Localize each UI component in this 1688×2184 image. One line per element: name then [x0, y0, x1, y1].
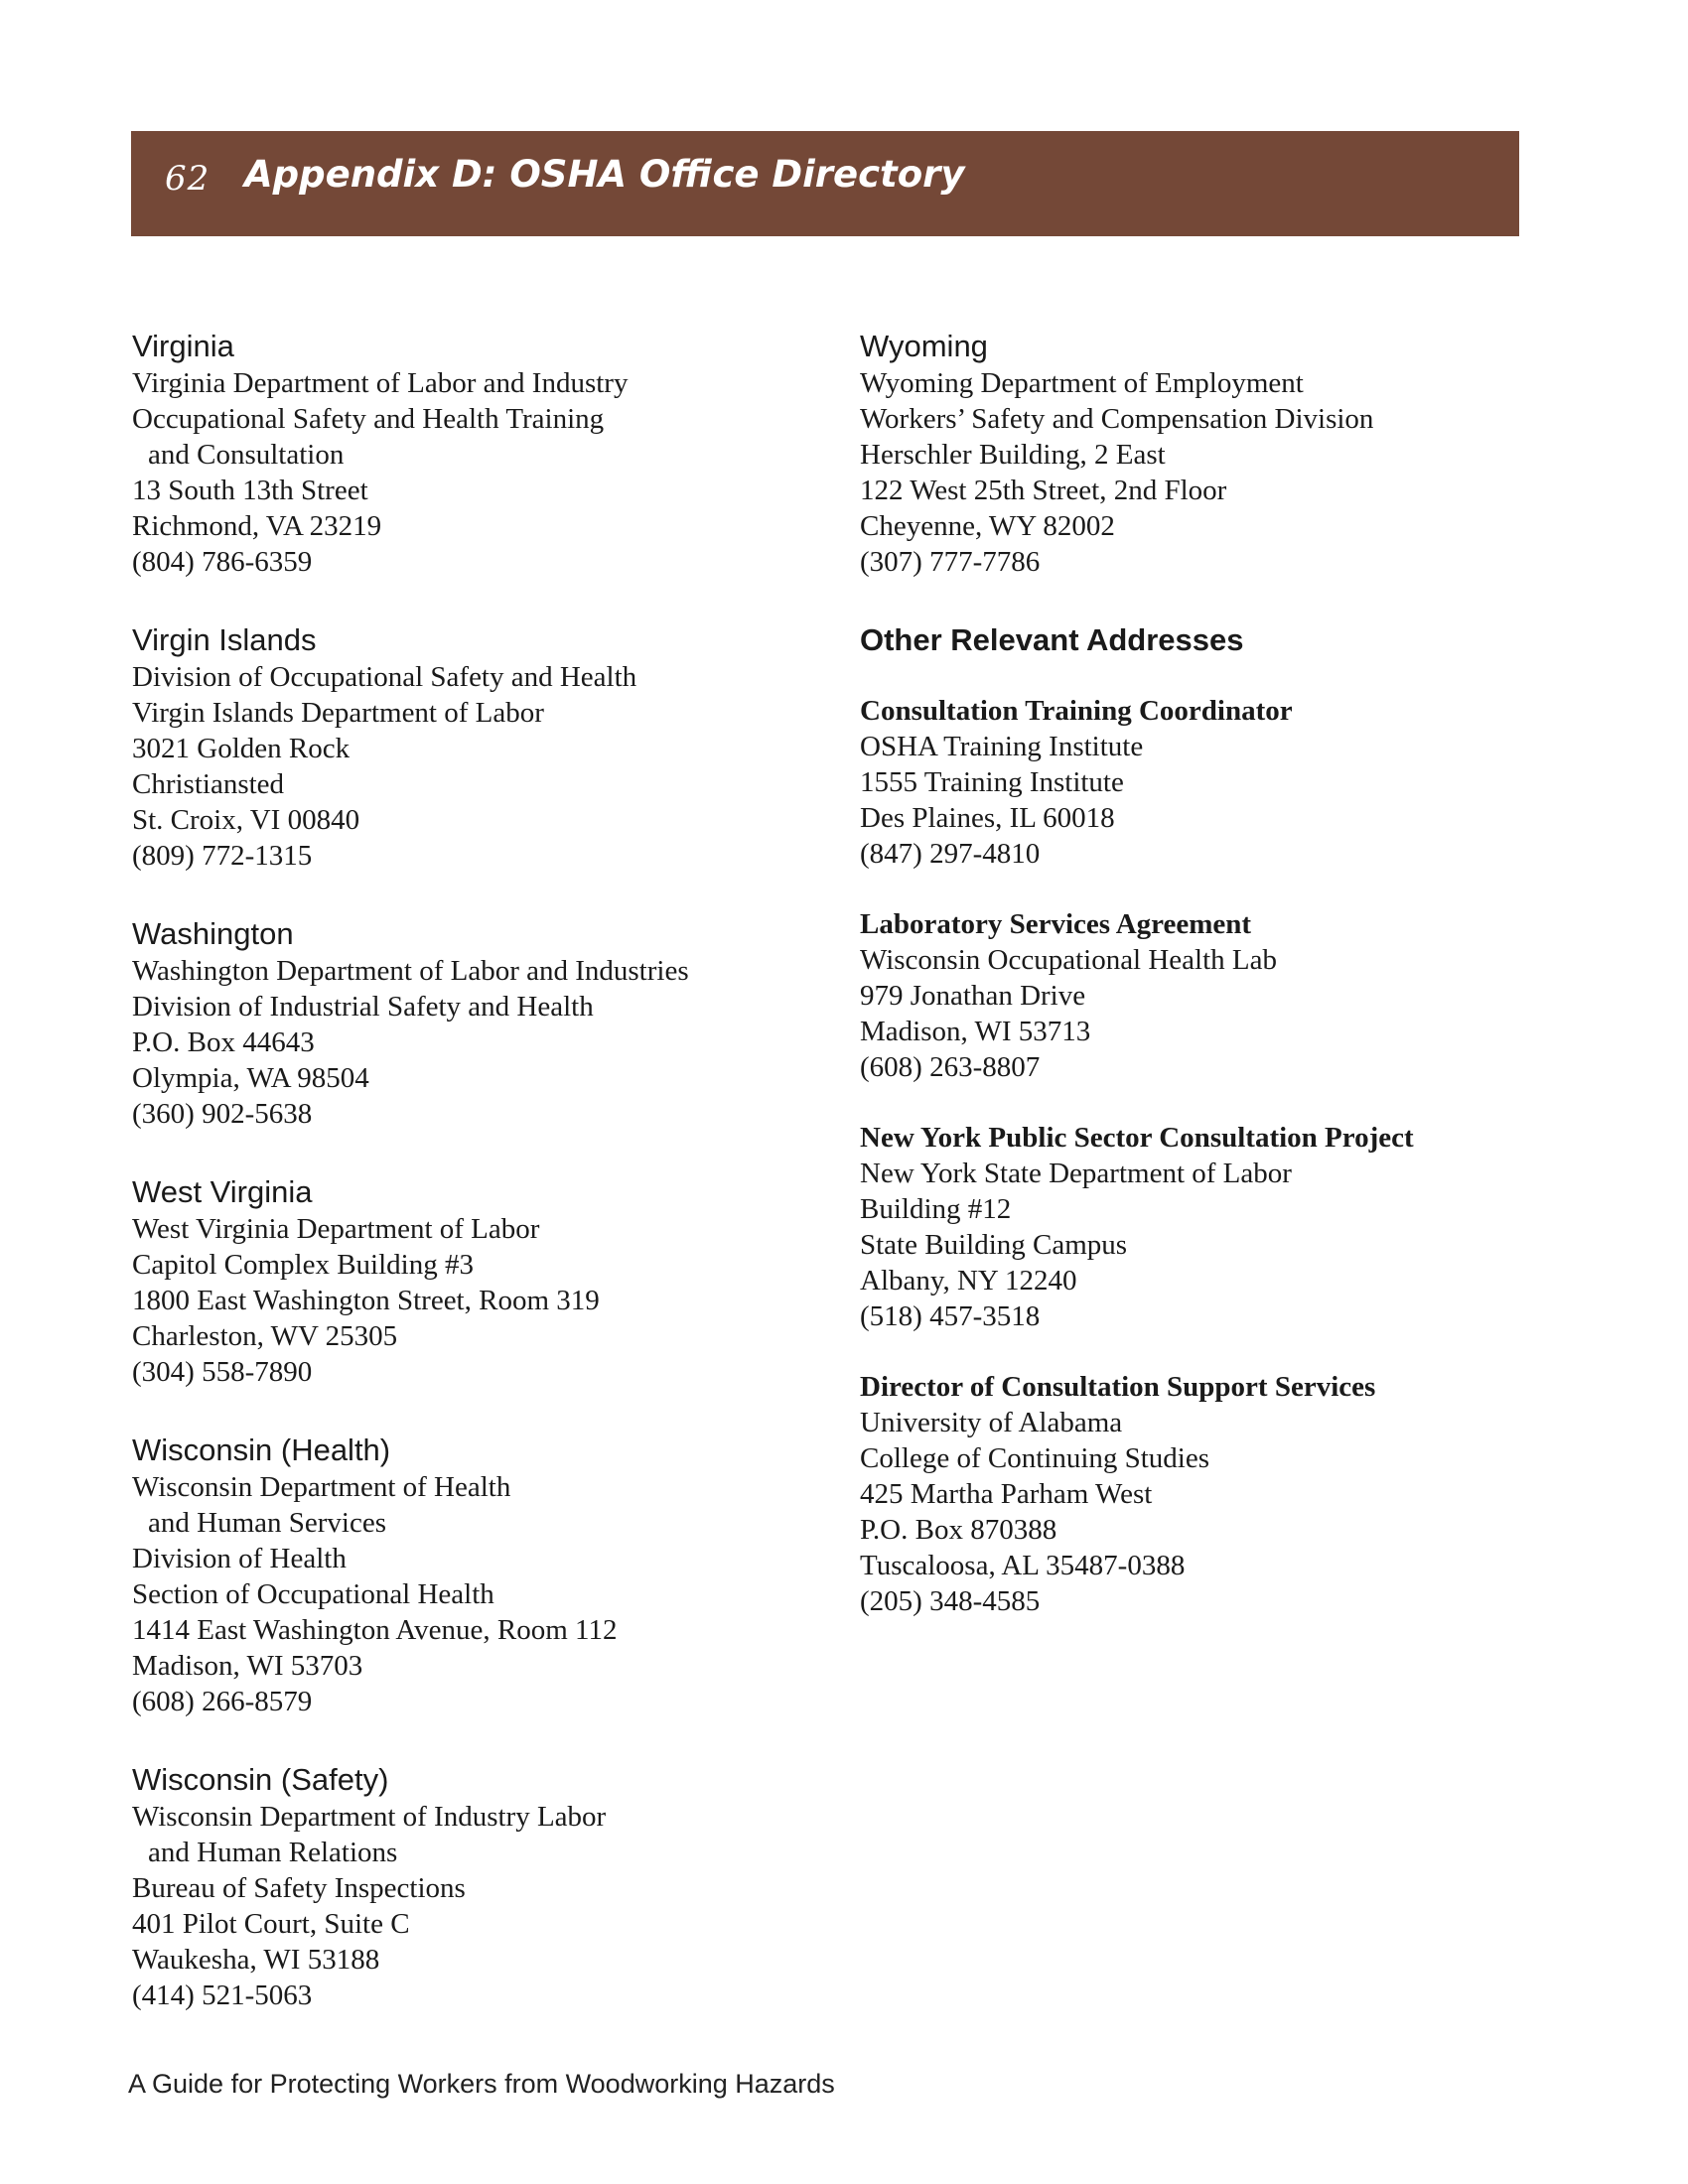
address-line: Christiansted	[132, 768, 285, 800]
address-line: Division of Health	[132, 1543, 347, 1574]
address-line: (414) 521-5063	[132, 1979, 313, 2011]
address-line: Capitol Complex Building #3	[132, 1249, 474, 1281]
address-line: 1800 East Washington Street, Room 319	[132, 1285, 600, 1316]
left-column	[132, 328, 827, 2055]
address-line: State Building Campus	[860, 1229, 1128, 1261]
page-number: 62	[165, 159, 211, 199]
address-line: Section of Occupational Health	[132, 1578, 494, 1610]
address-entry	[132, 1761, 827, 2013]
other-address-entry	[860, 906, 1595, 1085]
right-column	[860, 328, 1595, 1654]
address-entry	[132, 621, 827, 874]
state-heading: West Virginia	[132, 1174, 313, 1209]
address-line: 401 Pilot Court, Suite C	[132, 1908, 410, 1940]
organization-heading: New York Public Sector Consultation Project	[860, 1122, 1414, 1154]
address-line: Wisconsin Occupational Health Lab	[860, 944, 1278, 976]
address-line: and Human Relations	[148, 1837, 398, 1868]
address-line: (307) 777-7786	[860, 546, 1041, 578]
address-line: Virgin Islands Department of Labor	[132, 697, 544, 729]
address-line: (518) 457-3518	[860, 1300, 1041, 1332]
state-heading: Wisconsin (Safety)	[132, 1762, 389, 1797]
address-line: and Human Services	[148, 1507, 386, 1539]
page-footer: A Guide for Protecting Workers from Woodworking Hazards	[128, 2069, 835, 2099]
address-line: Albany, NY 12240	[860, 1265, 1077, 1297]
address-line: Cheyenne, WY 82002	[860, 510, 1115, 542]
address-line: Wyoming Department of Employment	[860, 367, 1304, 399]
address-line: 122 West 25th Street, 2nd Floor	[860, 475, 1227, 506]
address-line: Washington Department of Labor and Industries	[132, 955, 689, 987]
address-line: Tuscaloosa, AL 35487-0388	[860, 1550, 1186, 1581]
state-heading: Virgin Islands	[132, 622, 317, 657]
address-line: Waukesha, WI 53188	[132, 1944, 380, 1976]
address-line: (809) 772-1315	[132, 840, 313, 872]
address-line: 979 Jonathan Drive	[860, 980, 1086, 1012]
organization-heading: Consultation Training Coordinator	[860, 695, 1293, 727]
address-entry	[132, 1432, 827, 1719]
address-line: and Consultation	[148, 439, 345, 471]
other-addresses-heading: Other Relevant Addresses	[860, 622, 1244, 657]
address-entry	[132, 328, 827, 580]
address-line: St. Croix, VI 00840	[132, 804, 360, 836]
address-line: Herschler Building, 2 East	[860, 439, 1166, 471]
organization-heading: Laboratory Services Agreement	[860, 908, 1252, 940]
page-header-bar	[131, 131, 1519, 236]
address-entry	[132, 915, 827, 1132]
address-line: 1555 Training Institute	[860, 766, 1124, 798]
address-line: Virginia Department of Labor and Industry	[132, 367, 629, 399]
address-line: (847) 297-4810	[860, 838, 1041, 870]
address-line: Wisconsin Department of Health	[132, 1471, 511, 1503]
address-line: Madison, WI 53703	[132, 1650, 363, 1682]
state-heading: Wyoming	[860, 329, 988, 363]
address-line: Madison, WI 53713	[860, 1016, 1091, 1047]
organization-heading: Director of Consultation Support Services	[860, 1371, 1376, 1403]
address-line: Division of Industrial Safety and Health	[132, 991, 594, 1023]
address-entry	[132, 1173, 827, 1390]
address-line: 1414 East Washington Avenue, Room 112	[132, 1614, 618, 1646]
address-line: New York State Department of Labor	[860, 1158, 1292, 1189]
address-line: (608) 263-8807	[860, 1051, 1041, 1083]
address-line: P.O. Box 44643	[132, 1026, 315, 1058]
address-line: Des Plaines, IL 60018	[860, 802, 1115, 834]
other-address-entry	[860, 1369, 1595, 1619]
state-heading: Wisconsin (Health)	[132, 1433, 391, 1467]
address-line: P.O. Box 870388	[860, 1514, 1057, 1546]
address-line: Wisconsin Department of Industry Labor	[132, 1801, 607, 1833]
address-line: OSHA Training Institute	[860, 731, 1144, 762]
address-line: Richmond, VA 23219	[132, 510, 382, 542]
address-line: Division of Occupational Safety and Health	[132, 661, 637, 693]
address-line: Charleston, WV 25305	[132, 1320, 398, 1352]
other-address-entry	[860, 1120, 1595, 1334]
address-line: Workers’ Safety and Compensation Division	[860, 403, 1374, 435]
address-line: Olympia, WA 98504	[132, 1062, 369, 1094]
address-line: 425 Martha Parham West	[860, 1478, 1153, 1510]
address-line: (608) 266-8579	[132, 1686, 313, 1717]
address-line: West Virginia Department of Labor	[132, 1213, 540, 1245]
address-line: Bureau of Safety Inspections	[132, 1872, 466, 1904]
state-heading: Washington	[132, 916, 294, 951]
address-line: (804) 786-6359	[132, 546, 313, 578]
address-entry-wyoming	[860, 328, 1595, 580]
address-line: University of Alabama	[860, 1407, 1123, 1438]
address-line: 3021 Golden Rock	[132, 733, 351, 764]
address-line: College of Continuing Studies	[860, 1442, 1210, 1474]
address-line: (360) 902-5638	[132, 1098, 313, 1130]
page-title: Appendix D: OSHA Office Directory	[244, 153, 965, 196]
address-line: (205) 348-4585	[860, 1585, 1041, 1617]
address-line: Occupational Safety and Health Training	[132, 403, 605, 435]
address-line: (304) 558-7890	[132, 1356, 313, 1388]
address-line: Building #12	[860, 1193, 1012, 1225]
other-address-entry	[860, 693, 1595, 872]
state-heading: Virginia	[132, 329, 234, 363]
address-line: 13 South 13th Street	[132, 475, 368, 506]
